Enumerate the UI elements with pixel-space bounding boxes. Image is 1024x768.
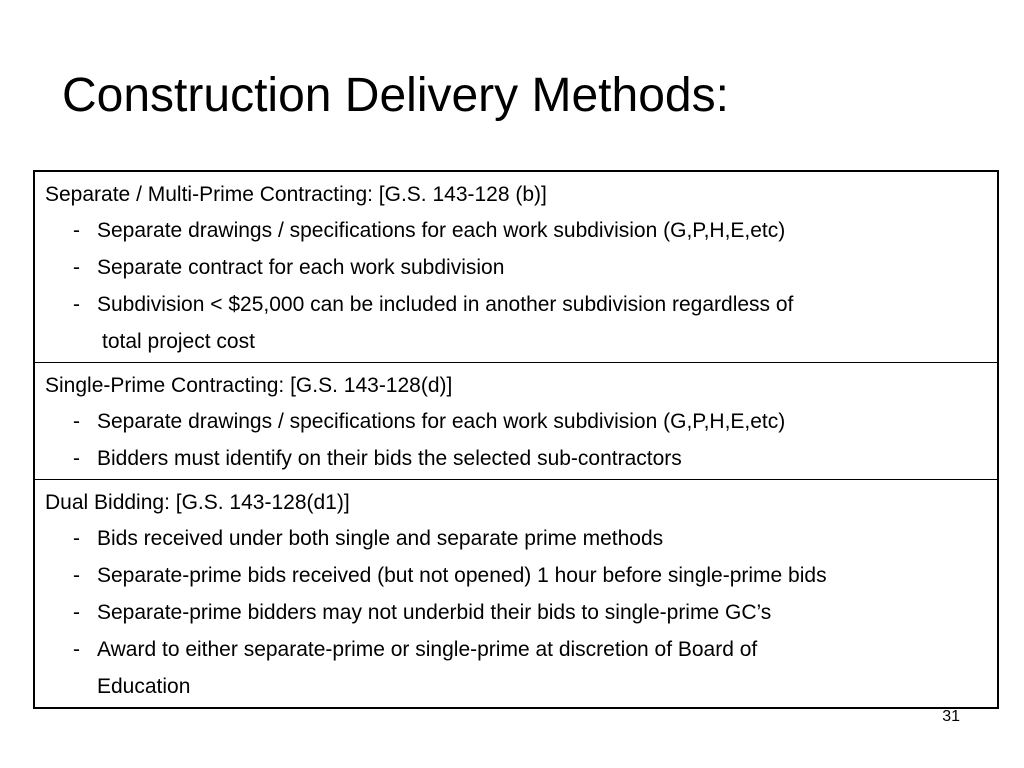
bullet-dash: - bbox=[73, 410, 80, 433]
slide-title: Construction Delivery Methods: bbox=[62, 69, 729, 122]
bullet-text: Separate contract for each work subdivision bbox=[97, 256, 505, 279]
bullet-text: Separate-prime bidders may not underbid their bids to single-prime GC’s bbox=[97, 601, 772, 624]
page-number: 31 bbox=[942, 708, 960, 725]
bullet-text: Bids received under both single and separate prime methods bbox=[97, 527, 664, 550]
section-multi-prime bbox=[35, 172, 997, 362]
bullet-dash: - bbox=[73, 219, 80, 242]
bullet-dash: - bbox=[73, 601, 80, 624]
delivery-methods-table bbox=[33, 170, 999, 709]
section-heading: Single-Prime Contracting: [G.S. 143-128(d)] bbox=[45, 374, 453, 397]
bullet-item bbox=[45, 212, 987, 249]
bullet-item bbox=[45, 520, 987, 557]
bullet-dash: - bbox=[73, 447, 80, 470]
section-dual-bidding bbox=[35, 479, 997, 707]
bullet-text: Separate drawings / specifications for each work subdivision (G,P,H,E,etc) bbox=[97, 219, 786, 242]
bullet-dash: - bbox=[73, 256, 80, 279]
bullet-item bbox=[45, 403, 987, 440]
bullet-item bbox=[45, 557, 987, 594]
bullet-text: Subdivision < $25,000 can be included in another subdivision regardless of bbox=[97, 293, 794, 316]
bullet-item bbox=[45, 286, 987, 323]
bullet-item bbox=[45, 249, 987, 286]
bullet-continuation: Education bbox=[97, 675, 191, 698]
section-heading: Separate / Multi-Prime Contracting: [G.S. 143-128 (b)] bbox=[45, 183, 547, 206]
bullet-item bbox=[45, 631, 987, 668]
section-single-prime bbox=[35, 362, 997, 479]
bullet-text: Bidders must identify on their bids the selected sub-contractors bbox=[97, 447, 682, 470]
bullet-continuation: total project cost bbox=[102, 330, 255, 353]
bullet-dash: - bbox=[73, 293, 80, 316]
bullet-item bbox=[45, 594, 987, 631]
bullet-text: Award to either separate-prime or single-prime at discretion of Board of bbox=[97, 638, 758, 661]
bullet-text: Separate drawings / specifications for each work subdivision (G,P,H,E,etc) bbox=[97, 410, 786, 433]
bullet-dash: - bbox=[73, 564, 80, 587]
bullet-dash: - bbox=[73, 638, 80, 661]
bullet-item bbox=[45, 440, 987, 477]
bullet-dash: - bbox=[73, 527, 80, 550]
bullet-text: Separate-prime bids received (but not opened) 1 hour before single-prime bids bbox=[97, 564, 827, 587]
section-heading: Dual Bidding: [G.S. 143-128(d1)] bbox=[45, 491, 350, 514]
